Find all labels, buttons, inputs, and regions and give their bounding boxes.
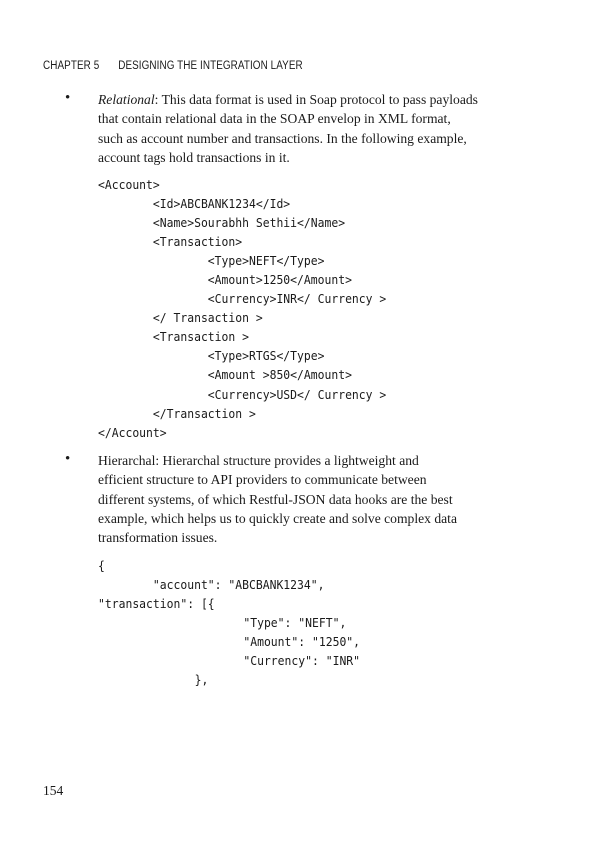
- bullet-hierarchical: •: [65, 451, 71, 467]
- paragraph-line: efficient structure to API providers to communicate between: [98, 472, 427, 488]
- paragraph-line: that contain relational data in the SOAP envelop in XML format,: [98, 111, 451, 127]
- chapter-label: CHAPTER 5: [43, 60, 100, 72]
- code-line: <Name>Sourabhh Sethii</Name>: [98, 215, 346, 231]
- code-line: <Amount>1250</Amount>: [98, 272, 352, 288]
- code-line: <Transaction>: [98, 234, 243, 250]
- paragraph-line: Hierarchal: Hierarchal structure provides a lightweight and: [98, 453, 419, 468]
- code-line: "Currency": "INR": [243, 653, 361, 669]
- paragraph-line: account tags hold transactions in it.: [98, 149, 290, 165]
- code-line: {: [98, 558, 105, 573]
- code-line: </Account>: [98, 424, 167, 440]
- running-header: [43, 60, 303, 72]
- code-line: <Type>RTGS</Type>: [98, 348, 325, 364]
- code-line: <Currency>INR</ Currency >: [98, 291, 387, 307]
- code-line: <Transaction >: [98, 329, 249, 345]
- code-line: <Account>: [98, 177, 160, 192]
- paragraph-hierarchical: [98, 451, 498, 547]
- code-line: <Currency>USD</ Currency >: [98, 386, 387, 402]
- page-number: 154: [43, 783, 64, 798]
- code-line: <Id>ABCBANK1234</Id>: [98, 196, 291, 212]
- paragraph-line: Relational: This data format is used in Soap protocol to pass payloads: [98, 92, 478, 107]
- chapter-title: DESIGNING THE INTEGRATION LAYER: [118, 60, 303, 72]
- code-line: <Type>NEFT</Type>: [98, 253, 325, 269]
- code-line: </ Transaction >: [98, 310, 263, 326]
- code-line: },: [194, 672, 209, 688]
- xml-code-block: [98, 175, 386, 442]
- term-relational: Relational: [98, 92, 155, 107]
- code-line: </Transaction >: [98, 405, 256, 421]
- json-code-block: [98, 556, 360, 689]
- paragraph-line: different systems, of which Restful-JSON data hooks are the best: [98, 491, 453, 507]
- code-line: <Amount >850</Amount>: [98, 367, 352, 383]
- paragraph-line: such as account number and transactions. In the following example,: [98, 130, 467, 146]
- bullet-relational: •: [65, 90, 71, 106]
- paragraph-line: transformation issues.: [98, 530, 218, 546]
- paragraph-line: example, which helps us to quickly create and solve complex data: [98, 510, 457, 526]
- code-line: "account": "ABCBANK1234",: [98, 577, 325, 593]
- code-line: "Amount": "1250",: [243, 634, 361, 650]
- code-line: "Type": "NEFT",: [243, 615, 347, 631]
- paragraph-relational: [98, 90, 498, 167]
- code-line: "transaction": [{: [98, 596, 215, 612]
